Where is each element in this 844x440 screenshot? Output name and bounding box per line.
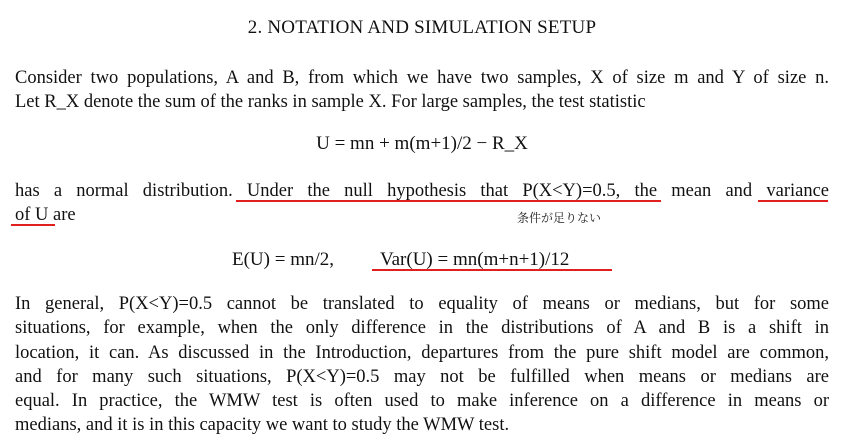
underline-variance <box>758 200 828 202</box>
underline-of-u <box>11 224 55 226</box>
para1-line1: Consider two populations, A and B, from which we have two samples, X of size m and Y of size n. <box>15 68 829 88</box>
para3-line5: equal. In practice, the WMW test is often used to make inference on a difference in means or <box>15 391 829 411</box>
equation-u-statistic: U = mn + m(m+1)/2 − R_X <box>316 133 528 154</box>
underline-null-hypothesis <box>236 200 661 202</box>
annotation-note: 条件が足りない <box>517 211 602 225</box>
para2-line1: has a normal distribution. Under the null hypothesis that P(X<Y)=0.5, the mean and variance <box>15 181 829 201</box>
para3-line3: location, it can. As discussed in the Introduction, departures from the pure shift model are common, <box>15 343 829 363</box>
equation-variance: Var(U) = mn(m+n+1)/12 <box>380 249 570 270</box>
para1-line2: Let R_X denote the sum of the ranks in sample X. For large samples, the test statistic <box>15 92 646 112</box>
section-heading: 2. NOTATION AND SIMULATION SETUP <box>247 17 597 38</box>
para2-line2: of U are <box>15 205 76 225</box>
para3-line4: and for many such situations, P(X<Y)=0.5 may not be fulfilled when means or medians are <box>15 367 829 387</box>
para3-line6: medians, and it is in this capacity we want to study the WMW test. <box>15 415 510 435</box>
para3-line1: In general, P(X<Y)=0.5 cannot be translated to equality of means or medians, but for some <box>15 294 829 314</box>
underline-variance-formula <box>372 269 612 271</box>
para3-line2: situations, for example, when the only difference in the distributions of A and B is a shift in <box>15 318 829 338</box>
equation-mean: E(U) = mn/2, <box>232 249 335 270</box>
